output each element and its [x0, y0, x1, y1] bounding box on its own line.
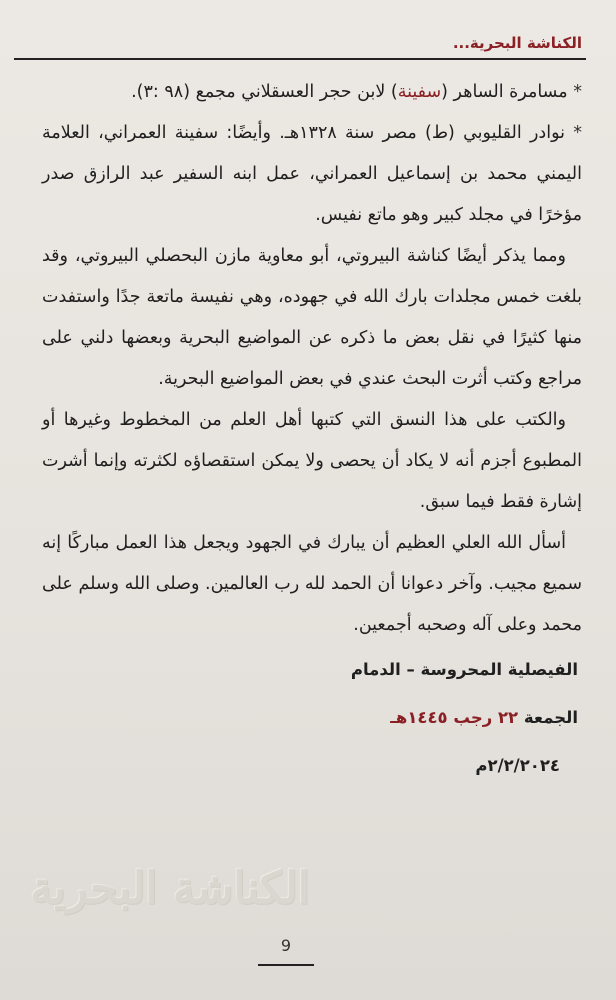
- header-divider: [14, 58, 586, 60]
- page-number: 9: [280, 936, 292, 955]
- paragraph: والكتب على هذا النسق التي كتبها أهل العلم من المخطوط وغيرها أو المطبوع أجزم أنه لا يكاد أن يحصى ولا يمكن استقصاؤه لكثرته وإنما أشرت إشارة فقط فيما سبق.: [42, 410, 582, 512]
- signature-place: الفيصلية المحروسة – الدمام: [350, 660, 578, 679]
- signature-block: [351, 646, 578, 790]
- asterisk-bullet-icon: *: [573, 82, 582, 102]
- body-text: [42, 72, 582, 646]
- paragraph: ومما يذكر أيضًا كناشة البيروتي، أبو معاوية مازن البحصلي البيروتي، وقد بلغت خمس مجلدات بارك الله في جهوده، وهي نفيسة ماتعة جدًا واستفدت منها كثيرًا في نقل بعض ما ذكره عن المواضيع البحرية وبعضها دلني على مراجع وكتب أثرت البحث عندي في بعض المواضيع البحرية.: [42, 246, 582, 389]
- signature-gregorian-date: ٢/٢/٢٠٢٤م: [475, 756, 560, 775]
- signature-hijri-date: ٢٢ رجب ١٤٤٥هـ: [390, 708, 519, 727]
- entry-highlight: سفينة: [397, 82, 442, 102]
- signature-hijri-date-line: [351, 694, 578, 742]
- entry-text-before: مسامرة الساهر (: [441, 82, 568, 102]
- asterisk-bullet-icon: *: [573, 123, 582, 143]
- entry-text-after: ) لابن حجر العسقلاني مجمع (٩٨ :٣).: [131, 82, 398, 102]
- signature-date-prefix: الجمعة: [518, 708, 578, 727]
- entry-highlight: ط: [431, 123, 449, 143]
- bullet-entry-1: [42, 72, 582, 113]
- page-number-divider: [258, 964, 314, 966]
- entry-text-before: نوادر القليوبي (: [448, 123, 565, 143]
- watermark-logo: الكناشة البحرية: [30, 862, 310, 914]
- bullet-entry-2: [42, 113, 582, 236]
- closing-prayer-paragraph: أسأل الله العلي العظيم أن يبارك في الجهود ويجعل هذا العمل مباركًا إنه سميع مجيب. وآخر دعوانا أن الحمد لله رب العالمين. وصلى الله وسلم على محمد وعلى آله وصحبه أجمعين.: [42, 533, 582, 635]
- entry-text-after: ) مصر سنة ١٣٢٨هـ. وأيضًا: سفينة العمراني، العلامة اليمني محمد بن إسماعيل العمراني، عمل ابنه السفير عبد الرازق صدر مؤخرًا في مجلد كبير وهو ماتع نفيس.: [42, 123, 582, 225]
- running-header-title: الكناشة البحرية...: [452, 34, 582, 52]
